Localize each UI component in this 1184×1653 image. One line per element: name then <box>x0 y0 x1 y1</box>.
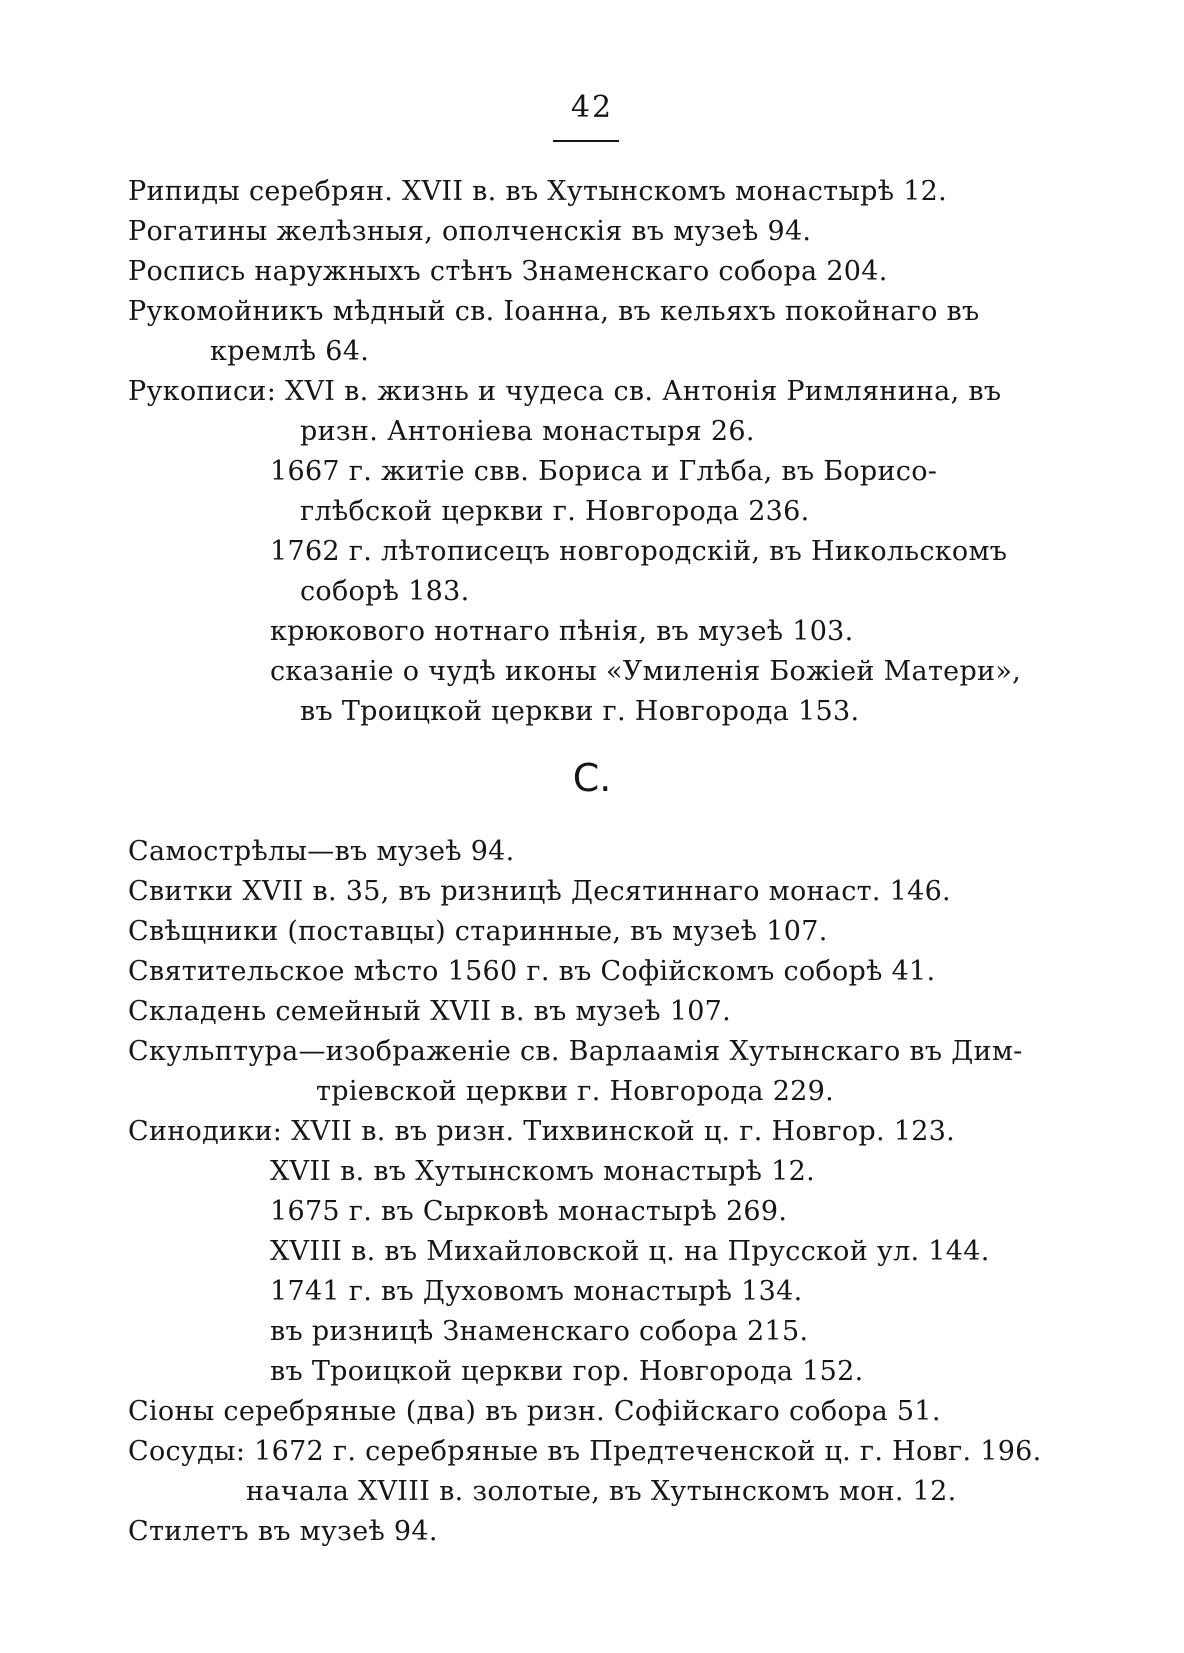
index-subentry-sinodik-1741: 1741 г. въ Духовомъ монастырѣ 134. <box>270 1276 803 1307</box>
index-entry-rukopisi: Рукописи: XVI в. жизнь и чудеса св. Антонія Римлянина, въ <box>128 376 1002 407</box>
index-subentry-1667: 1667 г. житіе свв. Бориса и Глѣба, въ Борисо- <box>270 456 938 487</box>
index-subentry-sinodik-troitskaya: въ Троицкой церкви гор. Новгорода 152. <box>270 1356 864 1387</box>
index-subentry-sinodik-xviii: XVIII в. въ Михайловской ц. на Прусской ул. 144. <box>270 1236 990 1267</box>
index-entry-svyatitelskoe-mesto: Святительское мѣсто 1560 г. въ Софійскомъ соборѣ 41. <box>128 956 936 987</box>
index-subentry-1667-cont: глѣбской церкви г. Новгорода 236. <box>300 496 810 527</box>
index-subentry-1762-cont: соборѣ 183. <box>300 576 470 607</box>
index-entry-skladen: Складень семейный XVII в. въ музеѣ 107. <box>128 996 732 1027</box>
index-entry-rogatiny: Рогатины желѣзныя, ополченскія въ музеѣ 94. <box>128 216 812 247</box>
page-number-rule <box>553 140 619 142</box>
index-entry-stilet: Стилетъ въ музеѣ 94. <box>128 1516 438 1547</box>
index-entry-rukopisi-cont: ризн. Антоніева монастыря 26. <box>300 416 755 447</box>
index-entry-siony: Сіоны серебряные (два) въ ризн. Софійскаго собора 51. <box>128 1396 941 1427</box>
index-entry-rukomoynik-cont: кремлѣ 64. <box>210 336 370 367</box>
index-entry-svitki: Свитки XVII в. 35, въ ризницѣ Десятиннаго монаст. 146. <box>128 876 951 907</box>
index-subentry-kryukovoe: крюкового нотнаго пѣнія, въ музеѣ 103. <box>270 616 854 647</box>
index-entry-sinodiki: Синодики: XVII в. въ ризн. Тихвинской ц. г. Новгор. 123. <box>128 1116 956 1147</box>
section-heading-s: С. <box>572 756 612 800</box>
index-entry-rospis: Роспись наружныхъ стѣнъ Знаменскаго собора 204. <box>128 256 888 287</box>
page-number: 42 <box>570 90 614 125</box>
index-subentry-1762: 1762 г. лѣтописецъ новгородскій, въ Никольскомъ <box>270 536 1008 567</box>
index-subentry-skazanie: сказаніе о чудѣ иконы «Умиленія Божіей Матери», <box>270 656 1022 687</box>
index-entry-ripidy: Рипиды серебрян. XVII в. въ Хутынскомъ монастырѣ 12. <box>128 176 948 207</box>
index-subentry-sinodik-xvii: XVII в. въ Хутынскомъ монастырѣ 12. <box>270 1156 815 1187</box>
index-subentry-sinodik-znamensky: въ ризницѣ Знаменскаго собора 215. <box>270 1316 809 1347</box>
index-subentry-sinodik-1675: 1675 г. въ Сырковѣ монастырѣ 269. <box>270 1196 788 1227</box>
index-entry-skulptura-cont: тріевской церкви г. Новгорода 229. <box>316 1076 835 1107</box>
index-entry-sosudy: Сосуды: 1672 г. серебряные въ Предтеченской ц. г. Новг. 196. <box>128 1436 1042 1467</box>
index-entry-sveshchniki: Свѣщники (поставцы) старинные, въ музеѣ 107. <box>128 916 828 947</box>
index-entry-skulptura: Скульптура—изображеніе св. Варлаамія Хутынскаго въ Дим- <box>128 1036 1023 1067</box>
index-entry-rukomoynik: Рукомойникъ мѣдный св. Іоанна, въ кельяхъ покойнаго въ <box>128 296 980 327</box>
index-subentry-skazanie-cont: въ Троицкой церкви г. Новгорода 153. <box>300 696 860 727</box>
index-entry-samostrely: Самострѣлы—въ музеѣ 94. <box>128 836 515 867</box>
index-subentry-sosudy-xviii: начала XVIII в. золотые, въ Хутынскомъ мон. 12. <box>246 1476 957 1507</box>
